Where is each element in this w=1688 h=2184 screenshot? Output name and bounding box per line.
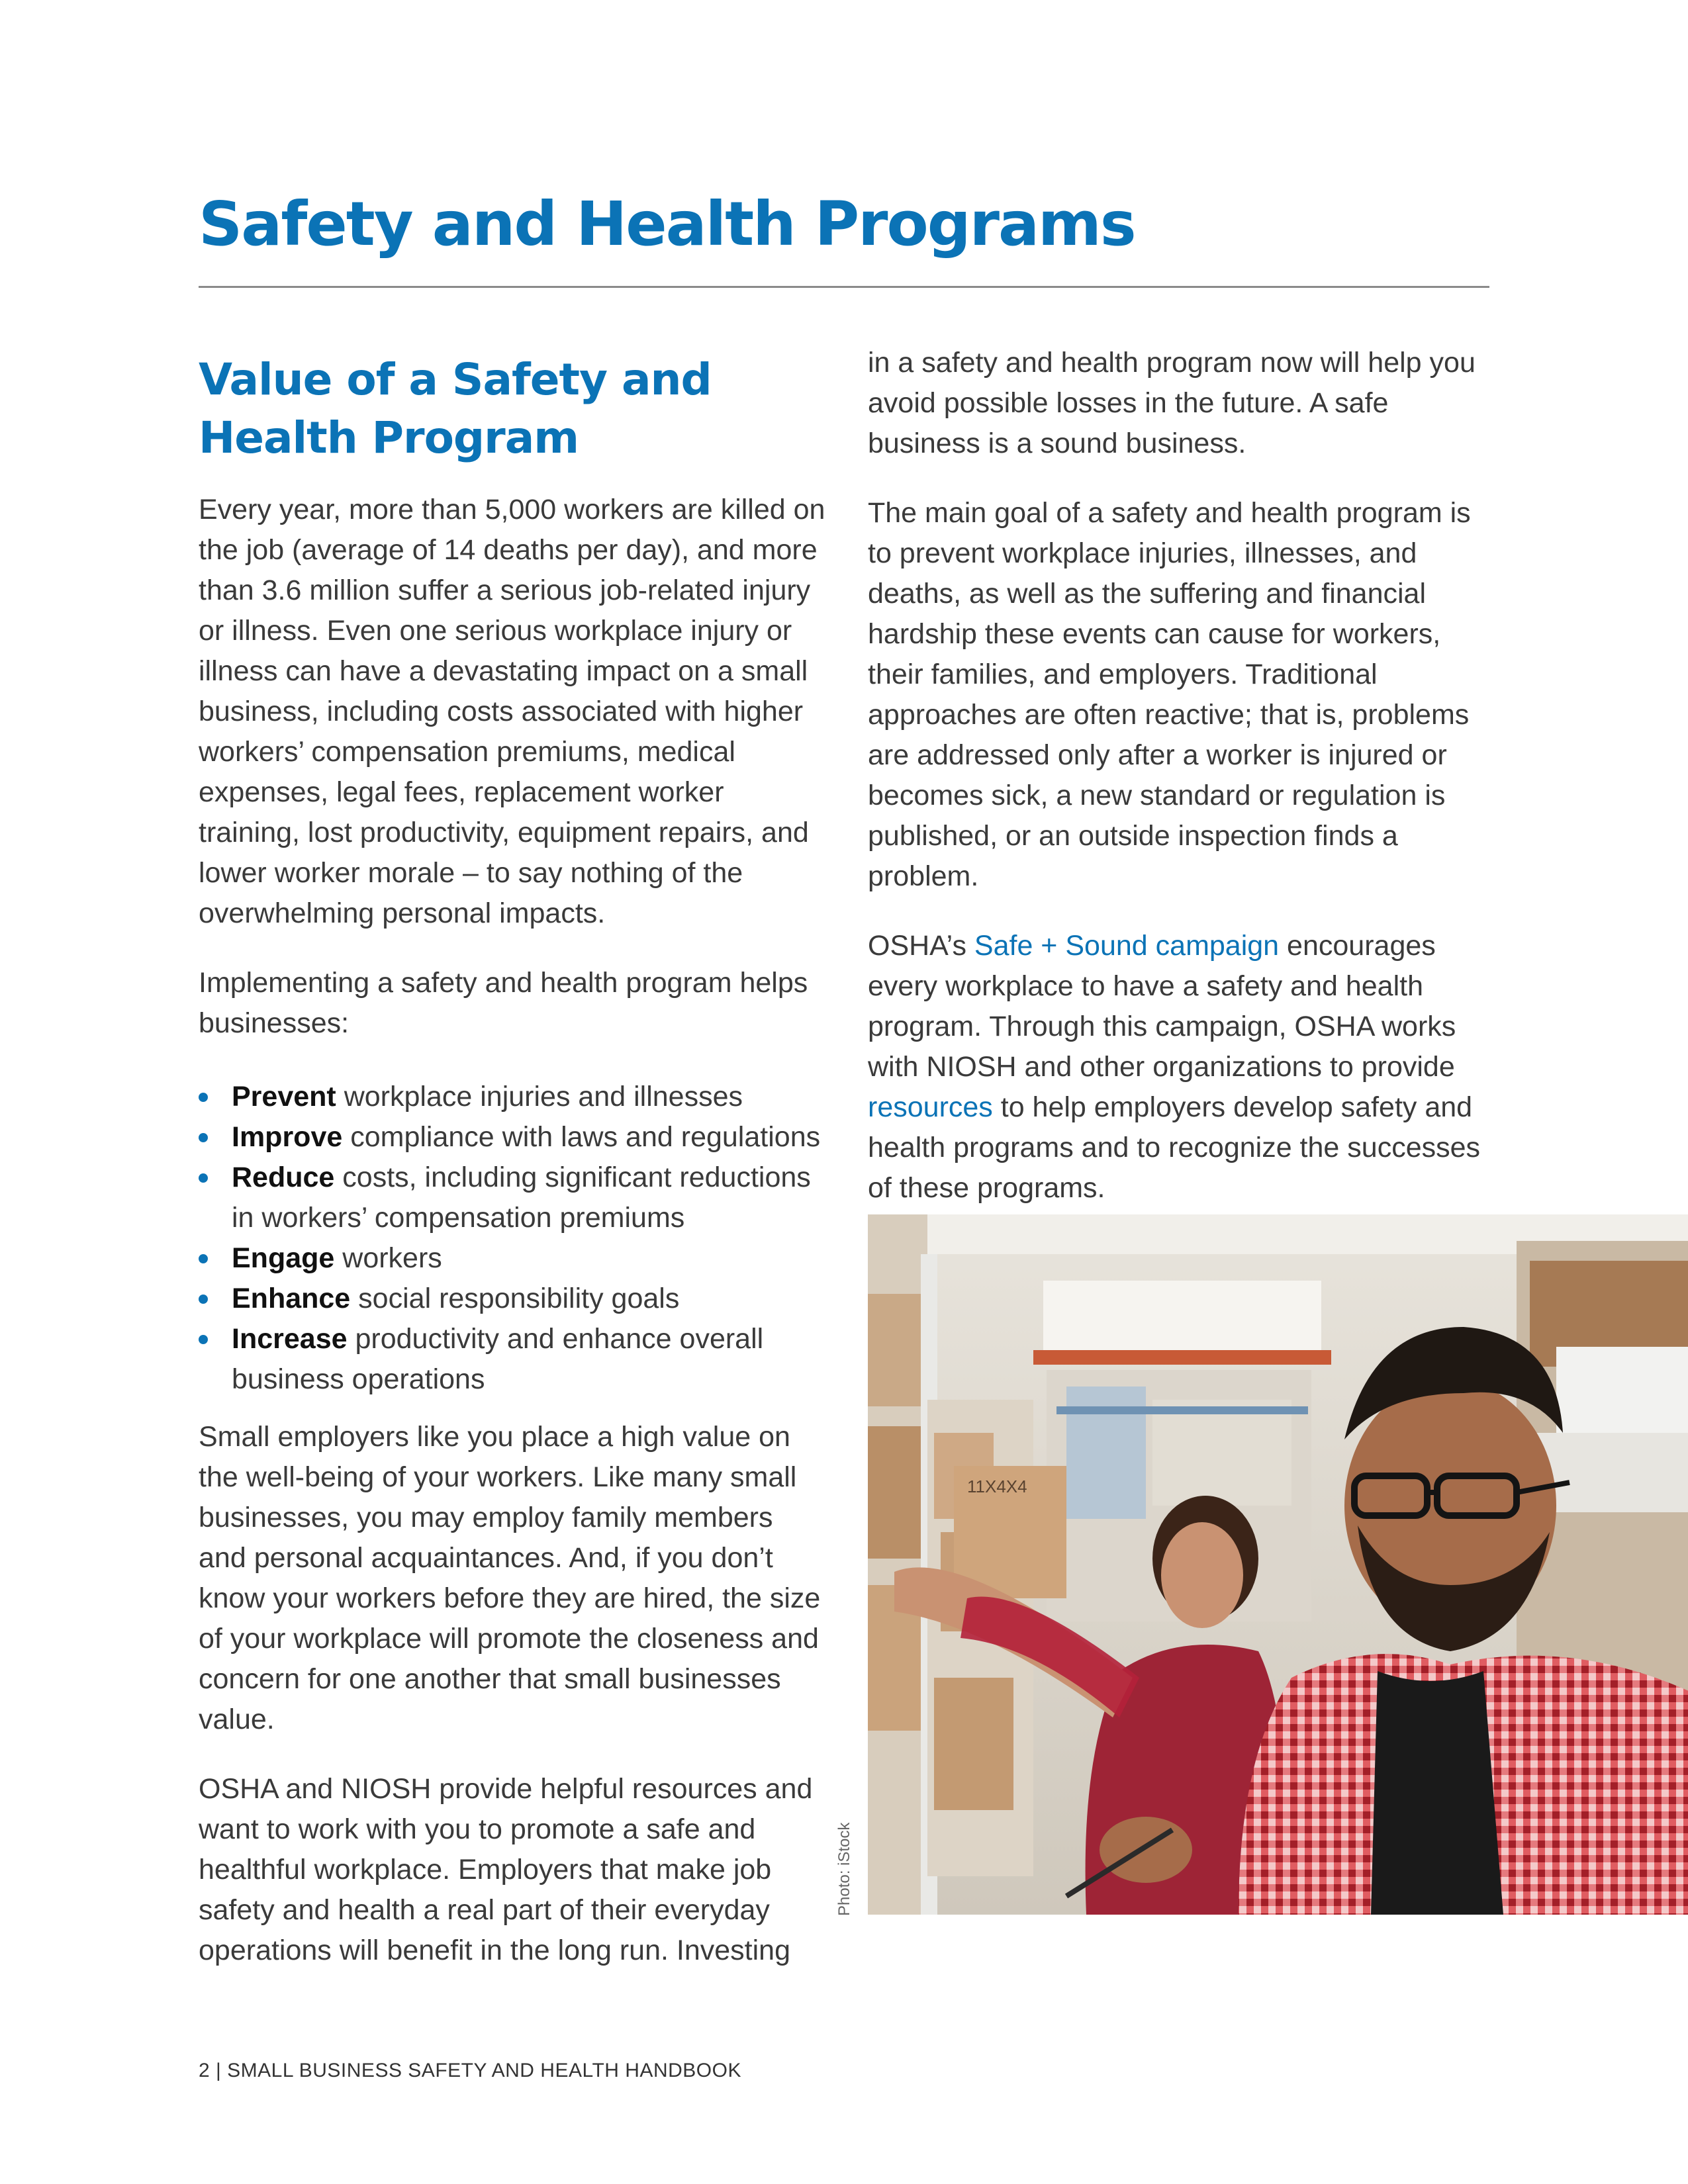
page-footer: 2 | SMALL BUSINESS SAFETY AND HEALTH HANDBOOK <box>199 2060 741 2081</box>
continuation-paragraph: in a safety and health program now will help you avoid possible losses in the future. A safe business is a sound business. <box>868 347 1476 459</box>
bullet-icon <box>199 1295 208 1304</box>
resources-paragraph: OSHA and NIOSH provide helpful resources and want to work with you to promote a safe and healthful workplace. Employers that make job safety and health a real part of their everyday operations will benefit in the long run. Investing <box>199 1773 813 1966</box>
right-column <box>868 343 1497 1238</box>
bullet-icon <box>199 1133 208 1142</box>
bullet-icon <box>199 1173 208 1183</box>
intro-paragraph: Every year, more than 5,000 workers are killed on the job (average of 14 deaths per day), and more than 3.6 million suffer a serious job-related injury or illness. Even one serious workplace injury or illness can have a devastating impact on a small business, including costs associated with higher workers’ compensation premiums, medical expenses, legal fees, replacement worker training, lost productivity, equipment repairs, and lower worker morale – to say nothing of the overwhelming personal impacts. <box>199 494 825 929</box>
list-item-keyword: Reduce <box>232 1161 335 1193</box>
list-item-keyword: Improve <box>232 1121 343 1153</box>
left-column <box>199 351 827 2000</box>
page-title: Safety and Health Programs <box>199 189 1135 259</box>
campaign-text-c: to help employers develop safety and health programs and to recognize the successes of these programs. <box>868 1091 1481 1204</box>
bullet-icon <box>199 1254 208 1263</box>
list-item <box>199 1158 827 1238</box>
workplace-photo <box>868 1214 1688 1915</box>
small-employers-paragraph: Small employers like you place a high value on the well-being of your workers. Like many small businesses, you may employ family members and personal acquaintances. And, if you don’t know your workers before they are hired, the size of your workplace will promote the closeness and concern for one another that small businesses value. <box>199 1421 821 1735</box>
section-heading-line2: Health Program <box>199 412 579 463</box>
bullet-icon <box>199 1335 208 1344</box>
list-item-text: social responsibility goals <box>350 1283 680 1314</box>
campaign-text-b: encourages every workplace to have a safety and health program. Through this campaign, OSHA works with NIOSH and other organizations to provide <box>868 930 1456 1083</box>
main-goal-paragraph: The main goal of a safety and health program is to prevent workplace injuries, illnesses, and deaths, as well as the suffering and financial hardship these events can cause for workers, their families, and employers. Traditional approaches are often reactive; that is, problems are addressed only after a worker is injured or becomes sick, a new standard or regulation is published, or an outside inspection finds a problem. <box>868 497 1471 892</box>
benefits-list <box>199 1077 827 1400</box>
resources-link[interactable]: resources <box>868 1091 993 1123</box>
list-item-text: workers <box>334 1242 442 1274</box>
list-item-text: workplace injuries and illnesses <box>336 1081 743 1113</box>
list-item <box>199 1319 827 1400</box>
list-item-text: productivity and enhance overall business operations <box>232 1323 764 1395</box>
safe-sound-campaign-link[interactable]: Safe + Sound campaign <box>974 930 1280 962</box>
benefits-intro-paragraph: Implementing a safety and health program helps businesses: <box>199 967 808 1039</box>
list-item-keyword: Enhance <box>232 1283 351 1314</box>
box-label: 11X4X4 <box>967 1477 1027 1496</box>
list-item <box>199 1238 827 1279</box>
title-divider <box>199 286 1489 288</box>
section-heading <box>199 351 827 467</box>
list-item-text: compliance with laws and regulations <box>342 1121 821 1153</box>
bullet-icon <box>199 1093 208 1102</box>
list-item <box>199 1279 827 1319</box>
list-item <box>199 1077 827 1117</box>
photo-credit: Photo: iStock <box>835 1822 853 1916</box>
section-heading-line1: Value of a Safety and <box>199 354 712 405</box>
campaign-text-a: OSHA’s <box>868 930 974 962</box>
list-item-keyword: Engage <box>232 1242 335 1274</box>
list-item <box>199 1117 827 1158</box>
campaign-paragraph <box>868 926 1497 1208</box>
list-item-keyword: Prevent <box>232 1081 336 1113</box>
list-item-text: costs, including significant reductions in workers’ compensation premiums <box>232 1161 811 1234</box>
list-item-keyword: Increase <box>232 1323 348 1355</box>
